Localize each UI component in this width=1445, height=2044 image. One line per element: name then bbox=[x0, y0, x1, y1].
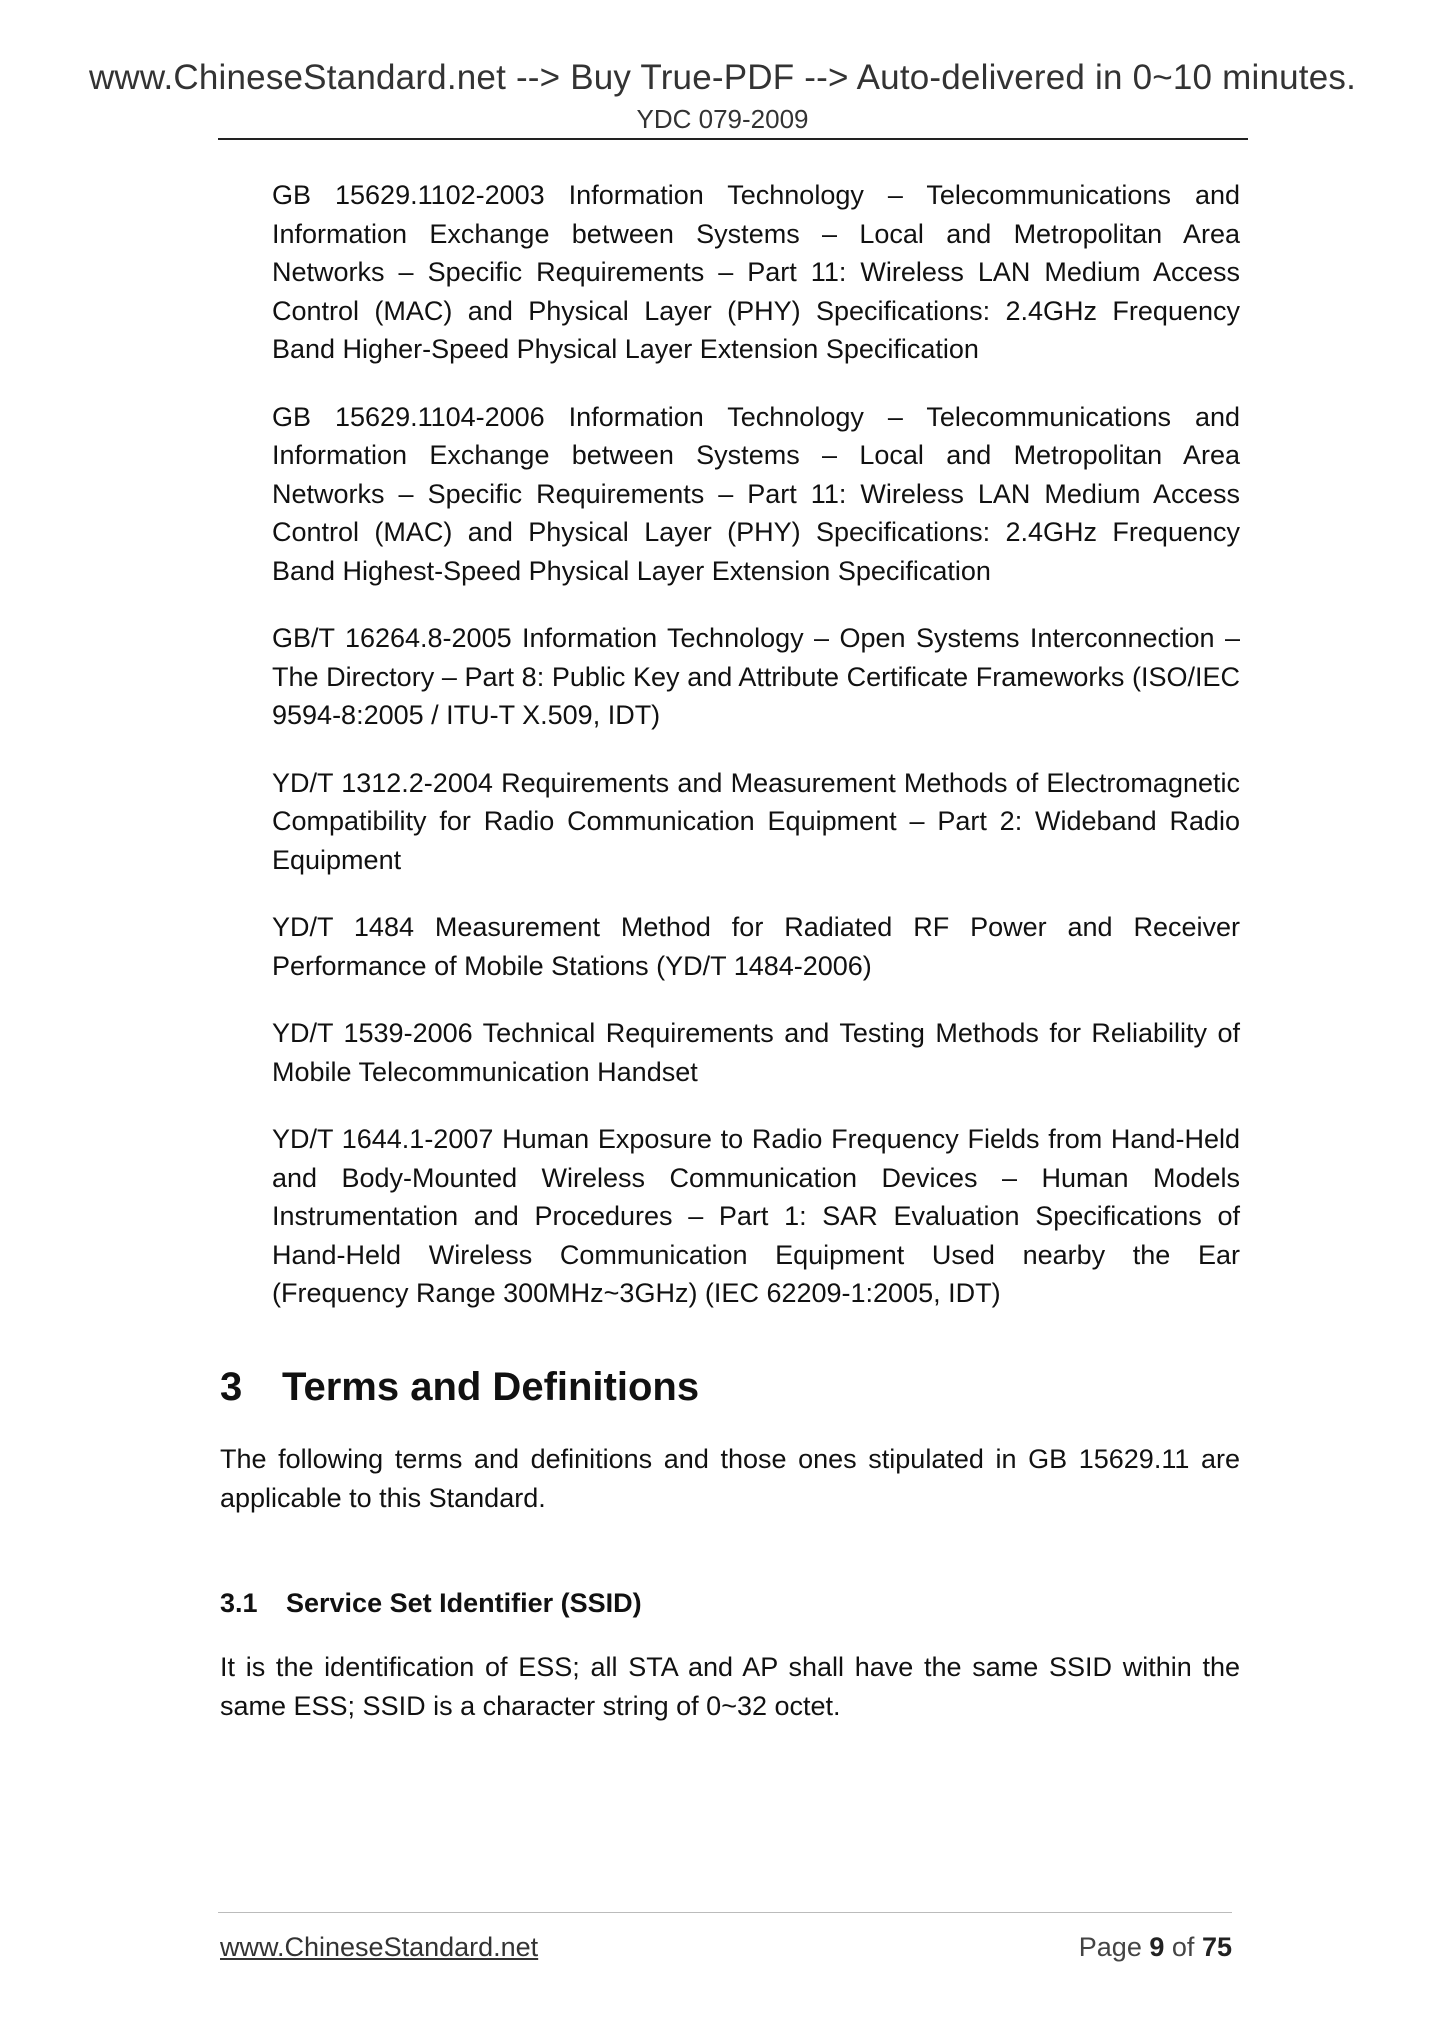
page-total: 75 bbox=[1201, 1932, 1232, 1962]
header-banner: www.ChineseStandard.net --> Buy True-PDF --> Auto-delivered in 0~10 minutes. bbox=[88, 58, 1357, 97]
reference-item: YD/T 1644.1-2007 Human Exposure to Radio Frequency Fields from Hand-Held and Body-Mounted Wireless Communication Devices – Human Models Instrumentation and Procedures – Part 1: SAR Evaluation Specifications of Hand-Held Wireless Communication Equipment Used nearby the Ear (Frequency Range 300MHz~3GHz) (IEC 62209-1:2005, IDT) bbox=[272, 1124, 1240, 1308]
page-label: Page bbox=[1078, 1932, 1142, 1962]
document-code: YDC 079-2009 bbox=[636, 104, 809, 134]
subsection-heading bbox=[220, 1588, 642, 1619]
subsection-title: Service Set Identifier (SSID) bbox=[286, 1588, 642, 1618]
footer-site-link[interactable]: www.ChineseStandard.net bbox=[220, 1932, 539, 1962]
subsection-number: 3.1 bbox=[220, 1588, 258, 1618]
reference-item: GB 15629.1102-2003 Information Technology – Telecommunications and Information Exchange between Systems – Local and Metropolitan Area Networks – Specific Requirements – Part 11: Wireless LAN Medium Access Control (MAC) and Physical Layer (PHY) Specifications: 2.4GHz Frequency Band Higher-Speed Physical Layer Extension Specification bbox=[272, 180, 1240, 364]
section-title: Terms and Definitions bbox=[282, 1365, 700, 1409]
reference-item: YD/T 1312.2-2004 Requirements and Measurement Methods of Electromagnetic Compatibility for Radio Communication Equipment – Part 2: Wideband Radio Equipment bbox=[272, 767, 1240, 875]
normative-references-list bbox=[272, 176, 1240, 1342]
section-intro: The following terms and definitions and those ones stipulated in GB 15629.11 are applicable to this Standard. bbox=[220, 1444, 1240, 1513]
reference-item: YD/T 1484 Measurement Method for Radiated RF Power and Receiver Performance of Mobile Stations (YD/T 1484-2006) bbox=[272, 912, 1240, 981]
page-indicator bbox=[1079, 1932, 1232, 1963]
reference-item: YD/T 1539-2006 Technical Requirements and Testing Methods for Reliability of Mobile Telecommunication Handset bbox=[272, 1018, 1240, 1087]
section-number: 3 bbox=[220, 1365, 243, 1409]
reference-item: GB/T 16264.8-2005 Information Technology – Open Systems Interconnection – The Directory – Part 8: Public Key and Attribute Certificate Frameworks (ISO/IEC 9594-8:2005 / ITU-T X.509, IDT) bbox=[272, 623, 1240, 730]
page-current: 9 bbox=[1149, 1932, 1165, 1962]
header-divider bbox=[218, 138, 1248, 140]
reference-item: GB 15629.1104-2006 Information Technology – Telecommunications and Information Exchange between Systems – Local and Metropolitan Area Networks – Specific Requirements – Part 11: Wireless LAN Medium Access Control (MAC) and Physical Layer (PHY) Specifications: 2.4GHz Frequency Band Highest-Speed Physical Layer Extension Specification bbox=[272, 401, 1240, 586]
subsection-body: It is the identification of ESS; all STA and AP shall have the same SSID within the same ESS; SSID is a character string of 0~32 octet. bbox=[220, 1652, 1240, 1721]
footer-divider bbox=[218, 1912, 1232, 1913]
page-of: of bbox=[1171, 1932, 1195, 1962]
section-heading bbox=[220, 1365, 699, 1410]
